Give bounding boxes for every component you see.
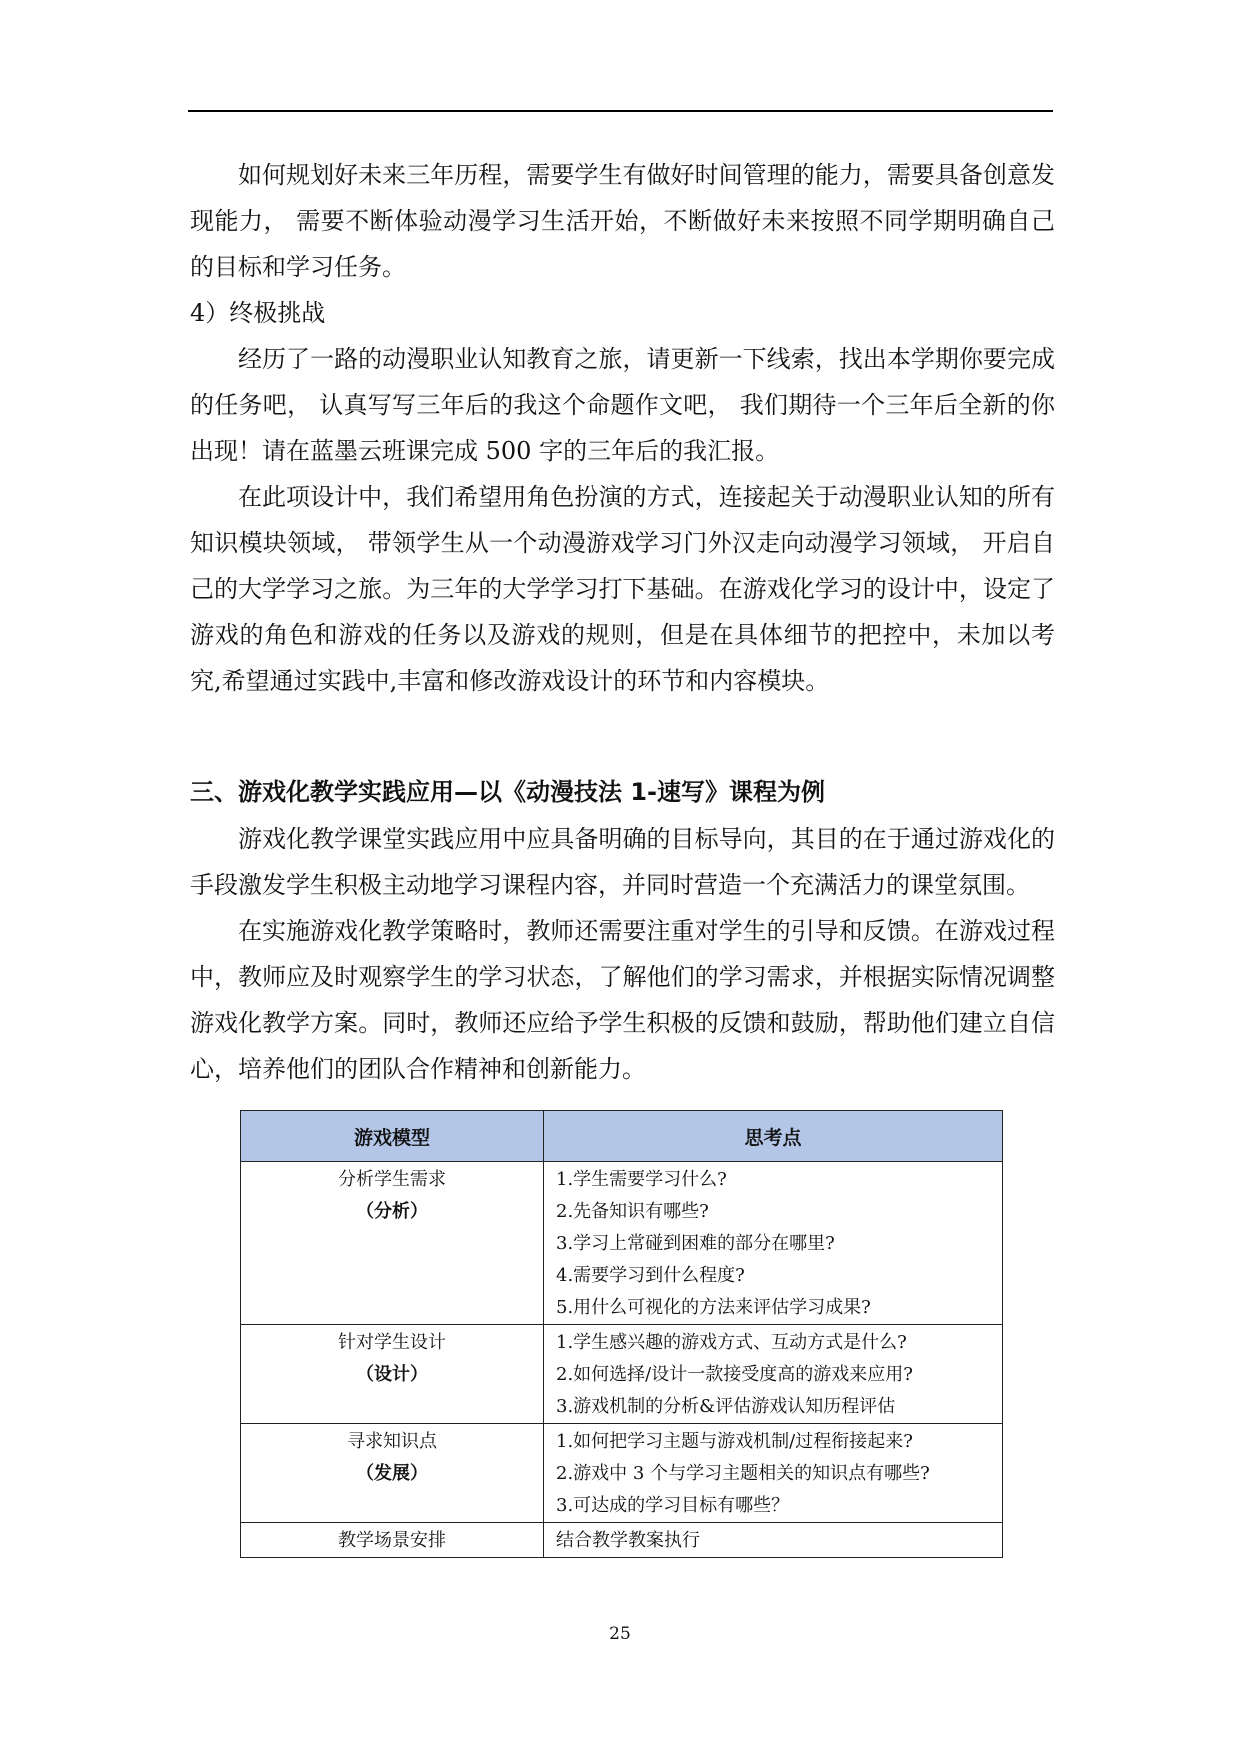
point-item: 3.可达成的学习目标有哪些？ xyxy=(556,1495,790,1516)
point-item: 2.如何选择/设计一款接受度高的游戏来应用? xyxy=(556,1364,913,1385)
table-header-row xyxy=(241,1111,1003,1162)
model-cell xyxy=(241,1523,544,1558)
model-name: 教学场景安排 xyxy=(338,1530,446,1551)
point-item: 3.学习上常碰到困难的部分在哪里? xyxy=(556,1233,835,1254)
points-cell xyxy=(544,1523,1003,1558)
point-item: 结合教学教案执行 xyxy=(556,1530,700,1551)
paragraph: 如何规划好未来三年历程，需要学生有做好时间管理的能力，需要具备创意发现能力， 需要不断体验动漫学习生活开始，不断做好未来按照不同学期明确自己的目标和学习任务。 xyxy=(190,161,1055,281)
model-stage: （发展） xyxy=(356,1463,428,1484)
point-item: 1.学生感兴趣的游戏方式、互动方式是什么? xyxy=(556,1332,907,1353)
paragraph: 在此项设计中，我们希望用角色扮演的方式，连接起关于动漫职业认知的所有知识模块领域， 带领学生从一个动漫游戏学习门外汉走向动漫学习领域， 开启自己的大学学习之旅。为三年的大学学习打下基础。在游戏化学习的设计中，设定了游戏的角色和游戏的任务以及游戏的规则，但是在具体细节的把控中，未加以考究,希望通过实践中,丰富和修改游戏设计的环节和内容模块。 xyxy=(190,483,1055,695)
subsection-label: 4）终极挑战 xyxy=(190,299,326,327)
paragraph: 经历了一路的动漫职业认知教育之旅，请更新一下线索，找出本学期你要完成的任务吧， 认真写写三年后的我这个命题作文吧， 我们期待一个三年后全新的你出现！请在蓝墨云班课完成 500 字的三年后的我汇报。 xyxy=(190,345,1055,465)
point-item: 2.游戏中 3 个与学习主题相关的知识点有哪些? xyxy=(556,1463,930,1484)
table-row xyxy=(241,1523,1003,1558)
point-item: 3.游戏机制的分析&评估游戏认知历程评估 xyxy=(556,1396,896,1417)
point-item: 5.用什么可视化的方法来评估学习成果? xyxy=(556,1297,871,1318)
game-model-table xyxy=(240,1110,1003,1558)
paragraph: 在实施游戏化教学策略时，教师还需要注重对学生的引导和反馈。在游戏过程中，教师应及时观察学生的学习状态，了解他们的学习需求，并根据实际情况调整游戏化教学方案。同时，教师还应给予学生积极的反馈和鼓励，帮助他们建立自信心，培养他们的团队合作精神和创新能力。 xyxy=(190,917,1055,1083)
table-row xyxy=(241,1325,1003,1424)
model-cell xyxy=(241,1325,544,1424)
header-thinking-points: 思考点 xyxy=(544,1111,1003,1162)
model-stage: （设计） xyxy=(356,1364,428,1385)
body-top xyxy=(190,152,1055,704)
header-rule xyxy=(188,110,1053,112)
model-cell xyxy=(241,1424,544,1523)
model-stage: （分析） xyxy=(356,1201,428,1222)
points-cell xyxy=(544,1162,1003,1325)
page-number: 25 xyxy=(609,1624,631,1644)
table-row xyxy=(241,1162,1003,1325)
section-heading: 三、游戏化教学实践应用—以《动漫技法 1-速写》课程为例 xyxy=(190,778,826,806)
model-name: 寻求知识点 xyxy=(347,1431,437,1452)
model-name: 分析学生需求 xyxy=(338,1169,446,1190)
point-item: 4.需要学习到什么程度? xyxy=(556,1265,745,1286)
model-cell xyxy=(241,1162,544,1325)
body-bottom xyxy=(190,768,1055,1092)
model-name: 针对学生设计 xyxy=(338,1332,446,1353)
point-item: 1.如何把学习主题与游戏机制/过程衔接起来? xyxy=(556,1431,913,1452)
points-cell xyxy=(544,1424,1003,1523)
point-item: 2.先备知识有哪些? xyxy=(556,1201,709,1222)
paragraph: 游戏化教学课堂实践应用中应具备明确的目标导向，其目的在于通过游戏化的手段激发学生积极主动地学习课程内容，并同时营造一个充满活力的课堂氛围。 xyxy=(190,825,1055,899)
point-item: 1.学生需要学习什么? xyxy=(556,1169,727,1190)
table-row xyxy=(241,1424,1003,1523)
header-game-model: 游戏模型 xyxy=(241,1111,544,1162)
points-cell xyxy=(544,1325,1003,1424)
